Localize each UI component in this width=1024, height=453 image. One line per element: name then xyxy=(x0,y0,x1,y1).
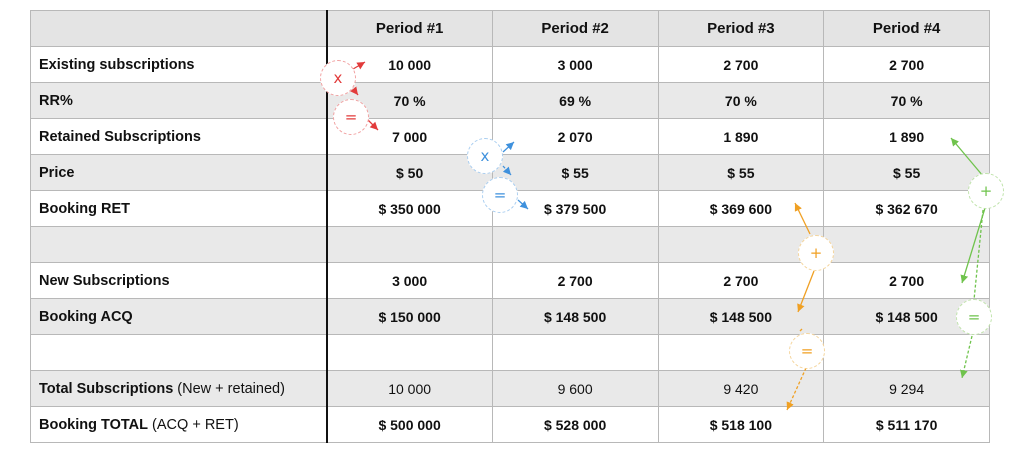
table-cell[interactable]: 2 700 xyxy=(658,263,824,299)
table-cell[interactable]: 3 000 xyxy=(327,263,493,299)
table-cell[interactable]: 2 700 xyxy=(824,263,990,299)
table-cell[interactable]: 3 000 xyxy=(492,47,658,83)
table-cell[interactable]: $ 55 xyxy=(824,155,990,191)
table-cell[interactable] xyxy=(824,335,990,371)
table-cell[interactable]: $ 379 500 xyxy=(492,191,658,227)
row-label[interactable] xyxy=(31,263,327,299)
row-label-text: New Subscriptions xyxy=(39,272,170,289)
table-cell[interactable]: 9 420 xyxy=(658,371,824,407)
table-cell[interactable] xyxy=(327,335,493,371)
table-cell[interactable]: $ 55 xyxy=(492,155,658,191)
row-label-text: Total Subscriptions xyxy=(39,380,174,397)
row-booking-acq xyxy=(31,299,990,335)
header-row xyxy=(31,11,990,47)
row-label[interactable] xyxy=(31,191,327,227)
row-label-suffix: (ACQ + RET) xyxy=(148,416,239,433)
header-period-2[interactable]: Period #2 xyxy=(492,11,658,47)
row-spacer xyxy=(31,335,990,371)
row-new-subscriptions xyxy=(31,263,990,299)
row-label-text: Retained Subscriptions xyxy=(39,128,201,145)
table-cell[interactable]: 1 890 xyxy=(824,119,990,155)
table-cell[interactable]: $ 362 670 xyxy=(824,191,990,227)
row-label[interactable] xyxy=(31,119,327,155)
row-label[interactable] xyxy=(31,155,327,191)
equals-icon: = xyxy=(956,299,992,335)
row-label[interactable] xyxy=(31,227,327,263)
table-cell[interactable]: $ 528 000 xyxy=(492,407,658,443)
plus-icon: + xyxy=(798,235,834,271)
table-cell[interactable]: 10 000 xyxy=(327,371,493,407)
header-period-3[interactable]: Period #3 xyxy=(658,11,824,47)
plus-icon: + xyxy=(968,173,1004,209)
equals-icon: = xyxy=(482,177,518,213)
row-total-subscriptions xyxy=(31,371,990,407)
row-label-text: Booking RET xyxy=(39,200,131,217)
table-cell[interactable]: $ 50 xyxy=(327,155,493,191)
row-existing-subscriptions xyxy=(31,47,990,83)
table-cell[interactable]: 2 070 xyxy=(492,119,658,155)
header-period-4[interactable]: Period #4 xyxy=(824,11,990,47)
row-label-text: Booking ACQ xyxy=(39,308,133,325)
table-cell[interactable]: $ 148 500 xyxy=(658,299,824,335)
multiply-icon: x xyxy=(467,138,503,174)
table-cell[interactable]: 70 % xyxy=(824,83,990,119)
table-cell[interactable]: $ 350 000 xyxy=(327,191,493,227)
table-cell[interactable]: 70 % xyxy=(327,83,493,119)
table-cell[interactable]: $ 150 000 xyxy=(327,299,493,335)
table-cell[interactable]: 7 000 xyxy=(327,119,493,155)
table-cell[interactable]: $ 511 170 xyxy=(824,407,990,443)
row-label-text: RR% xyxy=(39,92,73,109)
table-cell[interactable]: $ 148 500 xyxy=(824,299,990,335)
table-cell[interactable]: $ 518 100 xyxy=(658,407,824,443)
table-cell[interactable]: $ 148 500 xyxy=(492,299,658,335)
table-cell[interactable] xyxy=(492,227,658,263)
row-label-text: Booking TOTAL xyxy=(39,416,149,433)
row-label[interactable] xyxy=(31,407,327,443)
row-rr-percent xyxy=(31,83,990,119)
row-label-suffix: (New + retained) xyxy=(173,380,285,397)
table-cell[interactable]: 1 890 xyxy=(658,119,824,155)
table-cell[interactable]: 69 % xyxy=(492,83,658,119)
row-booking-total xyxy=(31,407,990,443)
header-period-1[interactable]: Period #1 xyxy=(327,11,493,47)
table-cell[interactable]: $ 500 000 xyxy=(327,407,493,443)
table-cell[interactable]: $ 55 xyxy=(658,155,824,191)
table-cell[interactable]: 2 700 xyxy=(492,263,658,299)
subscription-booking-table xyxy=(30,10,990,443)
row-label-text: Price xyxy=(39,164,75,181)
table-cell[interactable]: 9 294 xyxy=(824,371,990,407)
equals-icon: = xyxy=(789,333,825,369)
row-label[interactable] xyxy=(31,299,327,335)
table-cell[interactable]: 70 % xyxy=(658,83,824,119)
table-cell[interactable] xyxy=(824,227,990,263)
row-label-text: Existing subscriptions xyxy=(39,56,195,73)
row-retained-subscriptions xyxy=(31,119,990,155)
table-cell[interactable]: 10 000 xyxy=(327,47,493,83)
row-label[interactable] xyxy=(31,371,327,407)
table-cell[interactable]: $ 369 600 xyxy=(658,191,824,227)
table-cell[interactable]: 9 600 xyxy=(492,371,658,407)
row-label[interactable] xyxy=(31,83,327,119)
row-spacer xyxy=(31,227,990,263)
table-cell[interactable] xyxy=(492,335,658,371)
row-label[interactable] xyxy=(31,335,327,371)
header-corner-cell[interactable] xyxy=(31,11,327,47)
table-cell[interactable]: 2 700 xyxy=(658,47,824,83)
row-label[interactable] xyxy=(31,47,327,83)
table-cell[interactable]: 2 700 xyxy=(824,47,990,83)
table-cell[interactable] xyxy=(327,227,493,263)
equals-icon: = xyxy=(333,99,369,135)
multiply-icon: x xyxy=(320,60,356,96)
